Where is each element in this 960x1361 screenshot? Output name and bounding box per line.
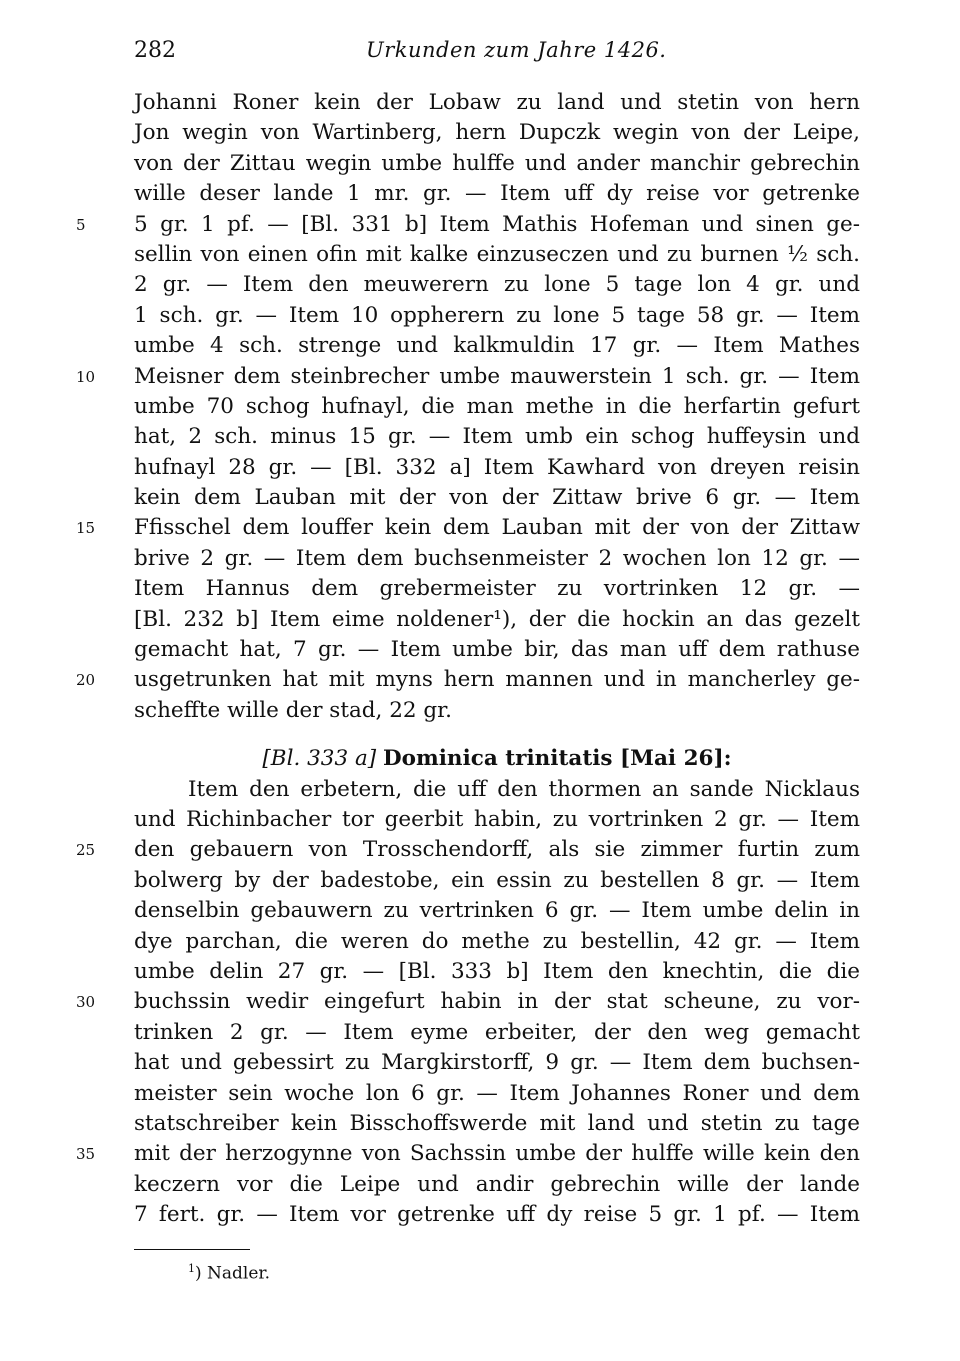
footnote-text: ) Nadler.	[195, 1263, 271, 1284]
text-line: umbe 70 schog hufnayl, die man methe in die herfartin gefurt	[134, 393, 860, 419]
text-line: umbe 4 sch. strenge und kalkmuldin 17 gr. — Item Mathes	[134, 333, 860, 359]
text-line: [Bl. 232 b] Item eime noldener¹), der die hockin an das gezelt	[134, 606, 860, 632]
line-number: 20	[76, 671, 96, 690]
text-line: von der Zittau wegin umbe hulffe und ander manchir gebrechin	[134, 150, 860, 176]
text-line-content: Meisner dem steinbrecher umbe mauwerstein 1 sch. gr. — Item	[134, 363, 860, 389]
text-line: trinken 2 gr. — Item eyme erbeiter, der den weg gemacht	[134, 1019, 860, 1045]
text-line: hat und gebessirt zu Margkirstorff, 9 gr. — Item dem buchsen-	[134, 1050, 860, 1076]
text-line: Jon wegin von Wartinberg, hern Dupczk wegin von der Leipe,	[134, 120, 860, 146]
text-line: keczern vor die Leipe und andir gebrechin wille der lande	[134, 1171, 860, 1197]
text-line: meister sein woche lon 6 gr. — Item Johannes Roner und dem	[134, 1080, 860, 1106]
text-line: sellin von einen ofin mit kalke einzuseczen und zu burnen ½ sch.	[134, 241, 860, 267]
folio-reference: [Bl. 333 a]	[262, 746, 377, 772]
text-line	[76, 665, 860, 695]
text-line	[76, 210, 860, 240]
line-number: 30	[76, 993, 96, 1012]
text-line: und Richinbacher tor geerbit habin, zu vortrinken 2 gr. — Item	[134, 806, 860, 832]
text-line-content: Ffisschel dem louffer kein dem Lauban mit der von der Zittaw	[134, 515, 860, 541]
text-line: kein dem Lauban mit der von der Zittaw brive 6 gr. — Item	[134, 485, 860, 511]
main-text	[76, 88, 860, 1230]
running-title: Urkunden zum Jahre 1426.	[366, 38, 667, 62]
text-line: Johanni Roner kein der Lobaw zu land und stetin von hern	[134, 90, 860, 115]
text-line: denselbin gebauwern zu vertrinken 6 gr. — Item umbe delin in	[134, 898, 860, 924]
text-line: Item den erbetern, die uff den thormen an sande Nicklaus	[188, 776, 860, 802]
text-line: bolwerg by der badestobe, ein essin zu bestellen 8 gr. — Item	[134, 867, 860, 893]
line-number: 10	[76, 367, 96, 386]
text-line: brive 2 gr. — Item dem buchsenmeister 2 wochen lon 12 gr. —	[134, 545, 860, 571]
text-line-content: usgetrunken hat mit myns hern mannen und in mancherley ge-	[134, 667, 860, 693]
footnote-marker: 1	[188, 1262, 195, 1275]
line-number: 25	[76, 841, 96, 860]
footnote-divider	[134, 1249, 250, 1250]
line-number: 5	[76, 215, 86, 234]
text-line: dye parchan, die weren do methe zu bestellin, 42 gr. — Item	[134, 928, 860, 954]
text-line-content: 5 gr. 1 pf. — [Bl. 331 b] Item Mathis Hofeman und sinen ge-	[134, 211, 860, 237]
text-line: hufnayl 28 gr. — [Bl. 332 a] Item Kawhard von dreyen reisin	[134, 454, 860, 480]
line-number: 35	[76, 1145, 96, 1164]
text-line: wille deser lande 1 mr. gr. — Item uff dy reise vor getrenke	[134, 181, 860, 207]
page-number: 282	[134, 38, 176, 63]
text-line: Item Hannus dem grebermeister zu vortrinken 12 gr. —	[134, 576, 860, 602]
text-line: hat, 2 sch. minus 15 gr. — Item umb ein schog huffeysin und	[134, 424, 860, 450]
text-line	[76, 835, 860, 865]
section-heading	[134, 744, 860, 774]
text-line	[76, 987, 860, 1017]
line-number: 15	[76, 519, 96, 538]
text-line: scheffte wille der stad, 22 gr.	[134, 697, 452, 723]
page-header	[134, 38, 860, 74]
text-line: statschreiber kein Bisschoffswerde mit land und stetin zu tage	[134, 1110, 860, 1136]
text-line-content: buchssin wedir eingefurt habin in der stat scheune, zu vor-	[134, 989, 860, 1015]
text-line: umbe delin 27 gr. — [Bl. 333 b] Item den knechtin, die die	[134, 958, 860, 984]
text-line	[76, 362, 860, 392]
text-line-content: mit der herzogynne von Sachssin umbe der hulffe wille kein den	[134, 1141, 860, 1167]
footnote	[188, 1262, 270, 1284]
text-line: 2 gr. — Item den meuwerern zu lone 5 tage lon 4 gr. und	[134, 272, 860, 298]
text-line	[76, 513, 860, 543]
section-title: Dominica trinitatis [Mai 26]:	[383, 746, 732, 772]
text-line: gemacht hat, 7 gr. — Item umbe bir, das man uff dem rathuse	[134, 637, 860, 663]
text-line: 1 sch. gr. — Item 10 oppherern zu lone 5 tage 58 gr. — Item	[134, 302, 860, 328]
text-line	[76, 1139, 860, 1169]
text-line: 7 fert. gr. — Item vor getrenke uff dy reise 5 gr. 1 pf. — Item	[134, 1202, 860, 1228]
text-line-content: den gebauern von Trosschendorff, als sie zimmer furtin zum	[134, 837, 860, 863]
